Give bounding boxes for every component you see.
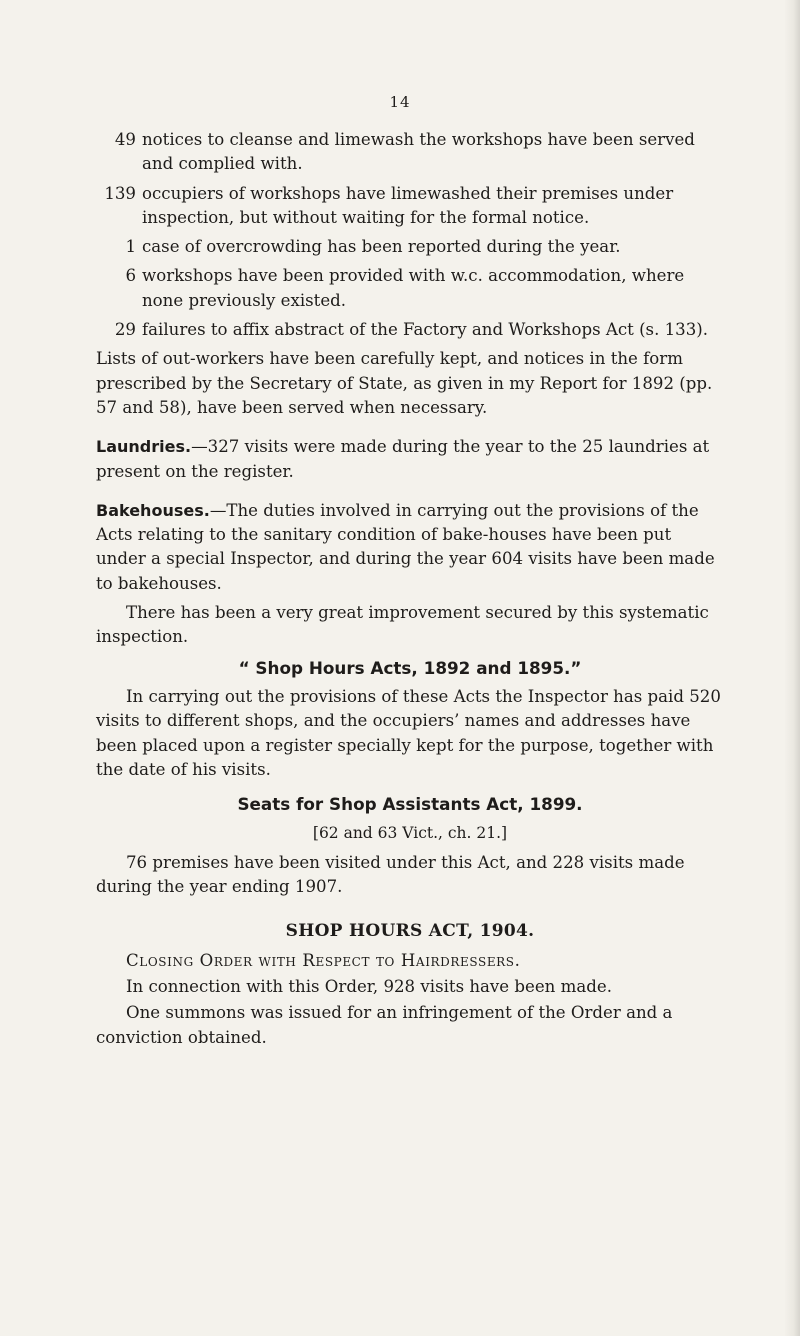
item-text: notices to cleanse and limewash the workshops have been served and complied with. — [142, 130, 695, 174]
item-number: 1 — [125, 237, 136, 257]
seats-act-paragraph: 76 premises have been visited under this Act, and 228 visits made during the year ending 1907. — [96, 852, 685, 897]
shop-hours-acts-paragraph: In carrying out the provisions of these Acts the Inspector has paid 520 visits to different shops, and the occupiers’ names and addresses have been placed upon a register specially kept for the purpose, together with the date of his visits. — [96, 686, 721, 779]
laundries-paragraph — [96, 435, 724, 484]
workshop-item — [96, 318, 724, 342]
item-text: workshops have been provided with w.c. accommodation, where none previously existed. — [142, 266, 685, 310]
bakehouses-paragraph — [96, 499, 724, 596]
item-number: 49 — [114, 130, 136, 149]
page-edge-shadow — [784, 0, 800, 1336]
seats-act-reference: [62 and 63 Vict., ch. 21.] — [312, 824, 508, 843]
item-number: 29 — [114, 320, 136, 340]
bakehouses-heading: Bakehouses. — [96, 500, 210, 520]
workshop-item — [96, 128, 724, 177]
workshop-item — [96, 235, 724, 259]
page-content — [96, 128, 724, 1055]
item-number: 139 — [104, 183, 136, 203]
outworkers-paragraph: Lists of out-workers have been carefully kept, and notices in the form prescribed by the Secretary of State, as given in my Report for 1892 (pp. 57 and 58), have been served when necessary. — [96, 349, 713, 417]
summons-paragraph: One summons was issued for an infringement of the Order and a conviction obtained. — [96, 1003, 673, 1047]
laundries-heading: Laundries. — [96, 437, 192, 457]
workshop-item — [96, 182, 724, 231]
item-text: failures to affix abstract of the Factory and Workshops Act (s. 133). — [142, 320, 709, 340]
hairdressers-subheading: Closing Order with Respect to Hairdressers. — [126, 950, 521, 970]
item-text: case of overcrowding has been reported during the year. — [142, 237, 621, 257]
bakehouses-text: —The duties involved in carrying out the provisions of the Acts relating to the sanitary condition of bake-houses have been put under a special Inspector, and during the year 604 visits have been made to bakehouses. — [96, 500, 715, 593]
item-text: occupiers of workshops have limewashed their premises under inspection, but without waiting for the formal notice. — [142, 183, 674, 227]
item-number: 6 — [125, 266, 136, 286]
workshop-item — [96, 264, 724, 313]
page-number: 14 — [389, 93, 411, 111]
seats-act-heading: Seats for Shop Assistants Act, 1899. — [237, 794, 583, 815]
bakehouses-paragraph-2: There has been a very great improvement secured by this systematic inspection. — [96, 603, 709, 647]
shop-hours-acts-heading: “ Shop Hours Acts, 1892 and 1895.” — [238, 657, 582, 678]
laundries-text: —327 visits were made during the year to the 25 laundries at present on the register. — [96, 437, 710, 481]
hairdressers-paragraph: In connection with this Order, 928 visits have been made. — [126, 976, 612, 996]
shop-hours-1904-heading: SHOP HOURS ACT, 1904. — [285, 921, 535, 942]
